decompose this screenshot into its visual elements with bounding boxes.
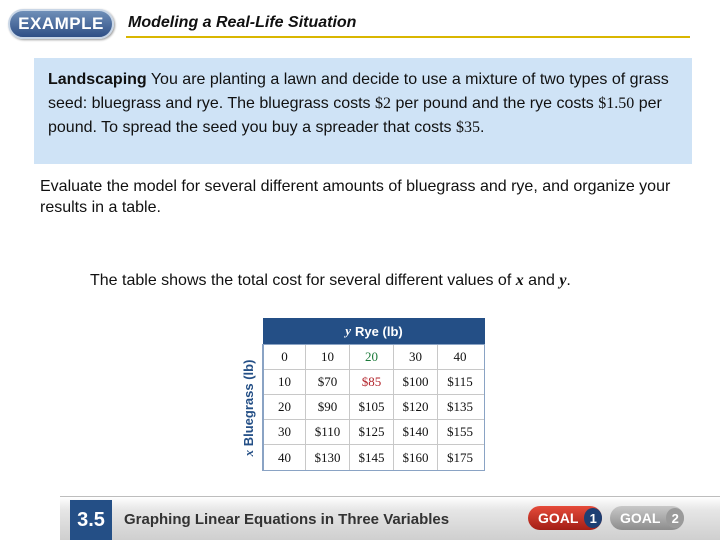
- bluegrass-var: x: [241, 449, 256, 456]
- table-cell: $105: [350, 395, 394, 419]
- table-cell: $120: [394, 395, 438, 419]
- caption-text-1: The table shows the total cost for several different values of: [90, 272, 516, 289]
- table-cell: 30: [264, 420, 306, 444]
- price-spreader: $35: [455, 119, 480, 136]
- goal-2-button[interactable]: [610, 506, 684, 530]
- table-cell: $125: [350, 420, 394, 444]
- goal-2-number: 2: [666, 508, 684, 528]
- table-cell: $160: [394, 445, 438, 470]
- problem-text-3: per pound. To spread the seed you buy a spreader that costs: [48, 95, 662, 136]
- table-header-cell-highlight: 20: [350, 345, 394, 369]
- table-row: [264, 445, 484, 470]
- caption-var-y: y: [559, 272, 567, 289]
- table-header-cell: 0: [264, 345, 306, 369]
- table-cell: $115: [447, 374, 473, 389]
- bluegrass-label: Bluegrass (lb): [241, 359, 256, 446]
- section-title: Graphing Linear Equations in Three Variables: [124, 511, 450, 528]
- table-cell: $155: [447, 424, 473, 439]
- table-cell: $90: [306, 395, 350, 419]
- problem-text-1: You are planting a lawn and decide to use a mixture of two types of grass seed: bluegrass and rye. The bluegrass costs: [48, 71, 669, 112]
- rye-label: Rye (lb): [355, 323, 403, 339]
- bluegrass-header-label: [241, 359, 257, 456]
- page-title: Modeling a Real-Life Situation: [128, 14, 357, 31]
- table-row: [264, 370, 484, 395]
- table-caption: [90, 272, 571, 290]
- table-cell: 40: [264, 445, 306, 470]
- table-cell: $145: [350, 445, 394, 470]
- table-row: [264, 420, 484, 445]
- problem-lead: Landscaping: [48, 71, 147, 88]
- table-header-cell: 10: [306, 345, 350, 369]
- table-cell: $130: [306, 445, 350, 470]
- table-row: [264, 395, 484, 420]
- goal-1-button[interactable]: [528, 506, 602, 530]
- instruction-text: Evaluate the model for several different amounts of bluegrass and rye, and organize your results in a table.: [40, 178, 671, 216]
- table-cell: 10: [264, 370, 306, 394]
- table-cell-highlight: $85: [350, 370, 394, 394]
- table-cell: $70: [306, 370, 350, 394]
- price-rye: $1.50: [598, 95, 635, 112]
- problem-box: [34, 58, 692, 164]
- price-bluegrass: $2: [375, 95, 391, 112]
- table-header-cell: 40: [453, 349, 467, 364]
- table-cell: $135: [447, 399, 473, 414]
- example-badge: EXAMPLE: [8, 9, 114, 39]
- section-number: 3.5: [70, 500, 112, 540]
- table-header-cell: 30: [394, 345, 438, 369]
- title-divider: [126, 36, 690, 38]
- bluegrass-row-header: [236, 344, 263, 471]
- table-cell: $110: [306, 420, 350, 444]
- goal-1-number: 1: [584, 508, 602, 528]
- table-cell: $140: [394, 420, 438, 444]
- caption-text-2: and: [523, 272, 560, 289]
- table-cell: 20: [264, 395, 306, 419]
- goal-1-label: GOAL: [538, 510, 579, 526]
- goal-2-label: GOAL: [620, 510, 661, 526]
- table-cell: $175: [447, 449, 473, 465]
- problem-text-2: per pound and the rye costs: [391, 95, 599, 112]
- caption-var-x: x: [515, 272, 524, 289]
- table-header-row: [264, 345, 484, 370]
- table-cell: $100: [394, 370, 438, 394]
- rye-column-header: [263, 318, 485, 344]
- rye-var: y: [345, 323, 352, 338]
- caption-text-3: .: [566, 272, 571, 289]
- cost-table: [263, 344, 485, 471]
- problem-text-4: .: [479, 119, 485, 136]
